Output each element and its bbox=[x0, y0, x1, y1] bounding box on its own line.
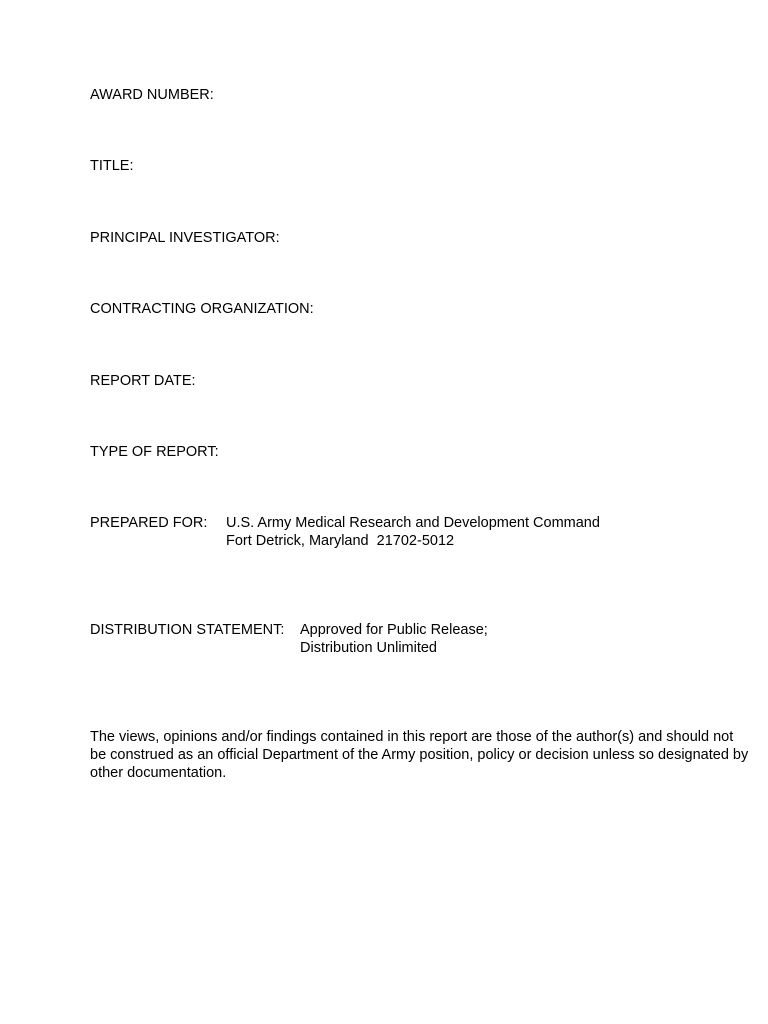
distribution-statement-line-2: Distribution Unlimited bbox=[300, 640, 437, 656]
prepared-for-address: Fort Detrick, Maryland 21702-5012 bbox=[226, 533, 455, 549]
prepared-for-label: PREPARED FOR: bbox=[90, 515, 208, 531]
award-number-label: AWARD NUMBER: bbox=[90, 87, 214, 103]
distribution-statement-label: DISTRIBUTION STATEMENT: bbox=[90, 622, 285, 638]
contracting-organization-label: CONTRACTING ORGANIZATION: bbox=[90, 301, 314, 317]
principal-investigator-label: PRINCIPAL INVESTIGATOR: bbox=[90, 230, 280, 246]
type-of-report-label: TYPE OF REPORT: bbox=[90, 444, 219, 460]
title-label: TITLE: bbox=[90, 158, 134, 174]
disclaimer-paragraph: The views, opinions and/or findings contained in this report are those of the author(s) and should not be construed as an official Department of the Army position, policy or decision unless so designated by other documentation. bbox=[90, 729, 749, 781]
prepared-for-organization: U.S. Army Medical Research and Development Command bbox=[226, 515, 600, 531]
report-date-label: REPORT DATE: bbox=[90, 373, 196, 389]
distribution-statement-line-1: Approved for Public Release; bbox=[300, 622, 488, 638]
